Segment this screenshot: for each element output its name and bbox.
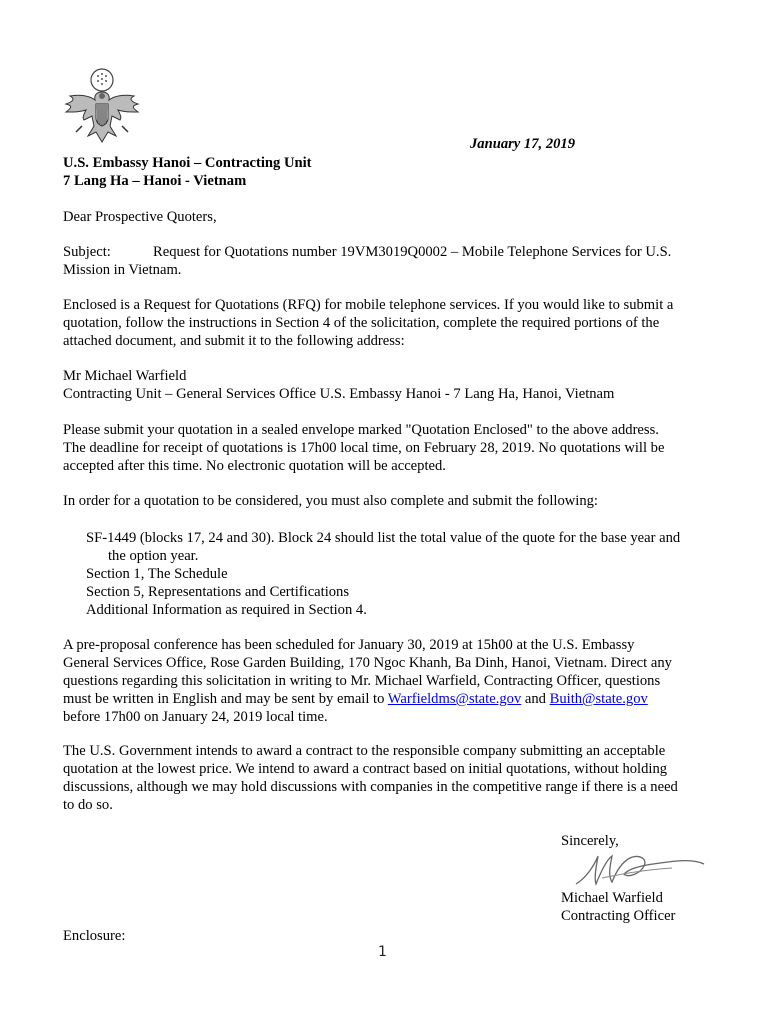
paragraph-conference bbox=[63, 636, 672, 726]
text-line: attached document, and submit it to the following address: bbox=[63, 333, 405, 349]
text-line: accepted after this time. No electronic quotation will be accepted. bbox=[63, 458, 446, 474]
text-line: Please submit your quotation in a sealed envelope marked "Quotation Enclosed" to the above address. bbox=[63, 422, 659, 438]
salutation: Dear Prospective Quoters, bbox=[63, 209, 217, 225]
sender-line-1: U.S. Embassy Hanoi – Contracting Unit bbox=[63, 155, 312, 171]
text-line: A pre-proposal conference has been scheduled for January 30, 2019 at 15h00 at the U.S. Embassy bbox=[63, 637, 635, 653]
mailing-address bbox=[63, 367, 614, 403]
text-line: to do so. bbox=[63, 797, 113, 813]
address-name: Mr Michael Warfield bbox=[63, 368, 187, 384]
subject-line bbox=[63, 243, 671, 279]
paragraph-award bbox=[63, 742, 678, 814]
text-line: discussions, although we may hold discussions with companies in the competitive range if there is a need bbox=[63, 779, 678, 795]
subject-text: Request for Quotations number 19VM3019Q0002 – Mobile Telephone Services for U.S. bbox=[153, 244, 672, 260]
text-fragment: must be written in English and may be sent by email to bbox=[63, 691, 388, 707]
subject-label: Subject: bbox=[63, 244, 111, 260]
embassy-seal-logo bbox=[62, 66, 142, 148]
paragraph-enclosed bbox=[63, 296, 673, 350]
list-item: SF-1449 (blocks 17, 24 and 30). Block 24 should list the total value of the quote for the base year and bbox=[86, 530, 681, 546]
requirements-list bbox=[63, 529, 680, 619]
address-line: Contracting Unit – General Services Office U.S. Embassy Hanoi - 7 Lang Ha, Hanoi, Vietnam bbox=[63, 386, 615, 402]
closing: Sincerely, bbox=[561, 833, 619, 849]
list-item: Section 1, The Schedule bbox=[86, 566, 228, 582]
text-fragment: and bbox=[521, 691, 550, 707]
email-link-buith[interactable]: Buith@state.gov bbox=[549, 691, 648, 707]
sender-line-2: 7 Lang Ha – Hanoi - Vietnam bbox=[63, 173, 247, 189]
letter-date: January 17, 2019 bbox=[470, 136, 576, 152]
paragraph-order: In order for a quotation to be considered, you must also complete and submit the following: bbox=[63, 493, 598, 509]
list-item: Section 5, Representations and Certifications bbox=[86, 584, 350, 600]
signer-name: Michael Warfield bbox=[561, 890, 663, 906]
list-item: Additional Information as required in Section 4. bbox=[86, 602, 367, 618]
text-line: quotation at the lowest price. We intend to award a contract based on initial quotations, without holding bbox=[63, 761, 668, 777]
text-line: questions regarding this solicitation in writing to Mr. Michael Warfield, Contracting Officer, questions bbox=[63, 673, 661, 689]
sender-address bbox=[63, 154, 312, 190]
text-line: quotation, follow the instructions in Section 4 of the solicitation, complete the required portions of the bbox=[63, 315, 660, 331]
text-line: before 17h00 on January 24, 2019 local time. bbox=[63, 709, 328, 725]
text-line: The U.S. Government intends to award a contract to the responsible company submitting an acceptable bbox=[63, 743, 666, 759]
text-line: Enclosed is a Request for Quotations (RFQ) for mobile telephone services. If you would like to submit a bbox=[63, 297, 674, 313]
page-number: 1 bbox=[378, 944, 387, 960]
enclosure-label: Enclosure: bbox=[63, 928, 126, 944]
signer-title: Contracting Officer bbox=[561, 908, 676, 924]
list-item-cont: the option year. bbox=[108, 548, 199, 564]
paragraph-submit bbox=[63, 421, 664, 475]
text-line: General Services Office, Rose Garden Building, 170 Ngoc Khanh, Ba Dinh, Hanoi, Vietnam. Direct any bbox=[63, 655, 672, 671]
handwritten-signature bbox=[572, 848, 707, 888]
subject-text-cont: Mission in Vietnam. bbox=[63, 262, 182, 278]
text-line: The deadline for receipt of quotations is 17h00 local time, on February 28, 2019. No quotations will be bbox=[63, 440, 665, 456]
text-line bbox=[63, 690, 672, 708]
signer-block bbox=[561, 889, 675, 925]
email-link-warfield[interactable]: Warfieldms@state.gov bbox=[387, 691, 522, 707]
